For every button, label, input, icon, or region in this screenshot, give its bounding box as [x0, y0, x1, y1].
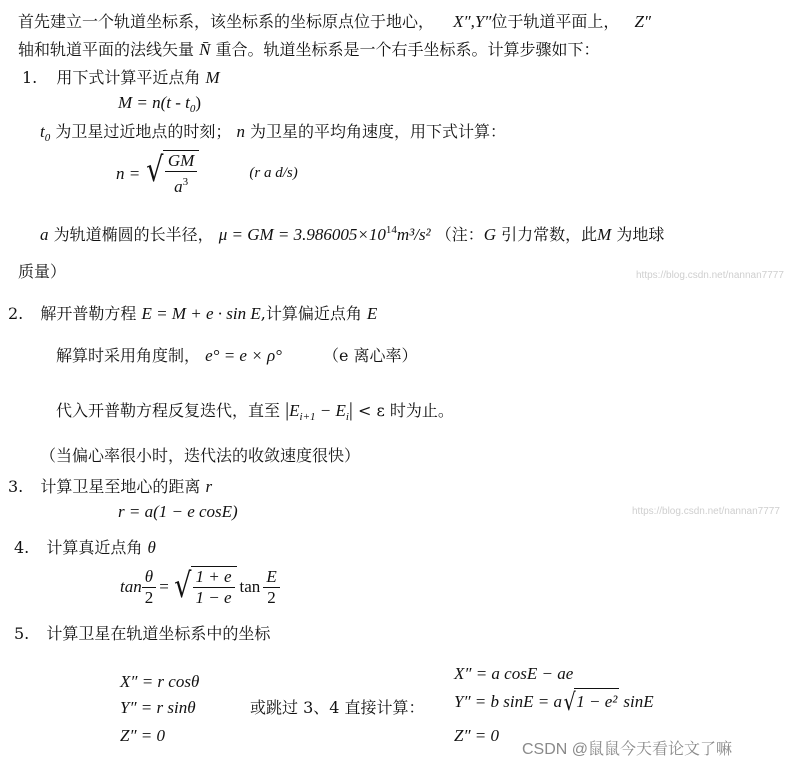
alternative-label: 或跳过 3、4 直接计算：: [250, 698, 425, 717]
mu-line: a 为轨道椭圆的长半径， μ = GM = $3.986005\times 10^{14}m^3/s^2$ （注：G 引力常数，此M 为地球: [40, 224, 665, 244]
step2-heading: 2. 解开普勒方程 E = M + e · sin E,计算偏近点角 E: [8, 304, 378, 323]
step3-heading: 3. 计算卫星至地心的距离 r: [8, 477, 213, 496]
x-coordinate: X″ = r cosθ: [120, 672, 200, 691]
mean-anomaly-equation: $M = n(t - t_0)$: [118, 93, 202, 115]
intro-line-2: 轴和轨道平面的法线矢量 N̄ 重合。轨道坐标系是一个右手坐标系。计算步骤如下：: [18, 40, 600, 59]
x-alt-coordinate: X″ = a cosE − ae: [454, 664, 574, 683]
watermark-1: https://blog.csdn.net/nannan7777: [636, 270, 784, 281]
sqrt-gm-over-a3: √ $\frac{GM}{a^3}$: [144, 150, 199, 197]
step4-heading: 4. 计算真近点角 θ: [14, 538, 156, 557]
mu-line-cont: 质量）: [18, 262, 67, 281]
z-alt-coordinate: Z″ = 0: [454, 726, 500, 745]
mean-motion-equation: n = √ $\frac{GM}{a^3}$ (r a d/s): [116, 150, 298, 196]
csdn-watermark: CSDN @鼠鼠今天看论文了嘛: [522, 741, 733, 758]
y-alt-coordinate: Y″ = b sinE = a √ 1 − e² sinE: [454, 688, 654, 716]
watermark-2: https://blog.csdn.net/nannan7777: [632, 506, 780, 517]
radius-equation: r = a(1 − e cosE): [118, 502, 238, 521]
intro-line-1: 首先建立一个轨道坐标系，该坐标系的坐标原点位于地心， X″,Y″位于轨道平面上， Z″: [18, 12, 652, 31]
step5-heading: 5. 计算卫星在轨道坐标系中的坐标: [14, 624, 271, 643]
true-anomaly-equation: tan $\frac{\theta}{2}$ = √ $\frac{1 + e}{1 - e}$ tan $\frac{E}{2}$: [120, 566, 280, 608]
step1-heading: 1. 用下式计算平近点角 M: [22, 68, 220, 87]
iteration-line: 代入开普勒方程反复迭代，直至 $|E_{i+1} - E_i| < \varepsilon$ 时为止。: [56, 399, 454, 423]
t0-description: $t_0$ 为卫星过近地点的时刻； n 为卫星的平均角速度，用下式计算：: [40, 122, 507, 144]
degree-line: 解算时采用角度制， e° = e × ρ° （e 离心率）: [56, 346, 418, 365]
convergence-remark: （当偏心率很小时，迭代法的收敛速度很快）: [40, 446, 361, 465]
y-coordinate: Y″ = r sinθ: [120, 698, 196, 717]
z-coordinate: Z″ = 0: [120, 726, 166, 745]
